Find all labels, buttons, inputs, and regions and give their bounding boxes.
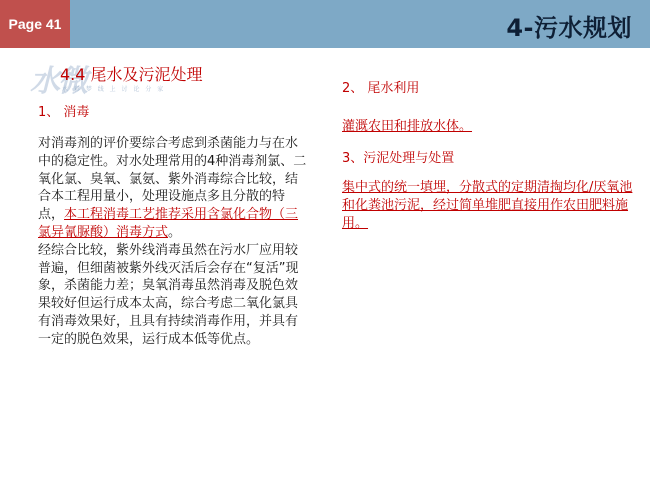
disinfection-body (38, 135, 310, 349)
para1-text: 对消毒剂的评价要综合考虑到杀菌能力与在水中的稳定性。对水处理常用的4种消毒剂氯、二氧化氯、臭氧、氯氨、紫外消毒综合比较，结合本工程用量小，处理设施点多且分散的特点， (38, 136, 307, 223)
disinfection-subheading: 1、 消毒 (38, 105, 90, 120)
effluent-reuse-text: 灌溉农田和排放水体。 (342, 118, 473, 134)
watermark-subtext: 水 彩 梦 线 上 讨 论 分 家 (62, 86, 166, 93)
sludge-treatment-text: 集中式的统一填埋，分散式的定期清掏均化/厌氧池和化粪池污泥，经过简单堆肥直接用作农田肥料施用。 (342, 180, 633, 231)
effluent-reuse-subheading: 2、 尾水利用 (342, 81, 420, 96)
slide-title: 4-污水规划 (506, 14, 632, 42)
right-column (342, 80, 642, 233)
sludge-treatment-subheading: 3、污泥处理与处置 (342, 150, 455, 166)
section-heading: 4.4 尾水及污泥处理 (60, 65, 203, 84)
recommended-method-highlight: 本工程消毒工艺推荐采用含氯化合物（三氯异氰脲酸）消毒方式 (38, 207, 299, 240)
disinfection-paragraph-2: 经综合比较，紫外线消毒虽然在污水厂应用较普遍，但细菌被紫外线灭活后会存在“复活”现象，杀菌能力差；臭氧消毒虽然消毒及脱色效果较好但运行成本太高，综合考虑二氧化氯具有消毒效果好，且具有持续消毒作用，并具有一定的脱色效果，运行成本低等优点。 (38, 242, 299, 347)
watermark-logo-text: 水微 (30, 64, 86, 99)
para1-end: 。 (168, 224, 182, 240)
page-number-badge: Page 41 (0, 0, 70, 48)
disinfection-paragraph-1 (38, 135, 310, 242)
